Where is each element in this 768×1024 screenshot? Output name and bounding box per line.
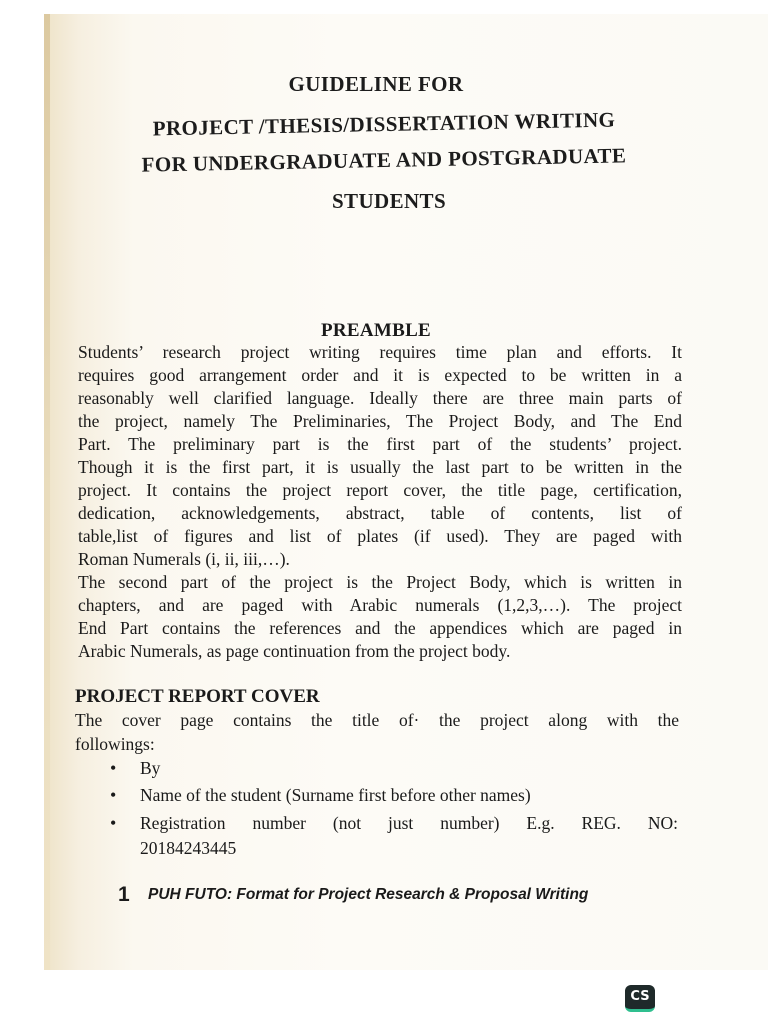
bullet-item: By	[140, 758, 161, 778]
cover-section-heading: PROJECT REPORT COVER	[75, 686, 320, 707]
bullet-item-continuation: 20184243445	[140, 838, 237, 858]
camscanner-logo-icon: CS	[625, 985, 655, 1012]
bullet-icon: •	[110, 758, 117, 778]
preamble-line: table,list of figures and list of plates (if used). They are paged with	[78, 526, 682, 546]
preamble-line: Roman Numerals (i, ii, iii,…).	[78, 549, 290, 569]
cover-intro-line: The cover page contains the title of· the project along with the	[75, 710, 679, 730]
preamble-line: the project, namely The Preliminaries, The Project Body, and The End	[78, 411, 682, 431]
preamble-line: reasonably well clarified language. Ideally there are three main parts of	[78, 388, 682, 408]
preamble-line: chapters, and are paged with Arabic numerals (1,2,3,…). The project	[78, 595, 682, 615]
preamble-line: project. It contains the project report cover, the title page, certification,	[78, 480, 682, 500]
preamble-line: End Part contains the references and the appendices which are paged in	[78, 618, 682, 638]
preamble-line: requires good arrangement order and it is expected to be written in a	[78, 365, 682, 385]
bullet-item: Name of the student (Surname first before other names)	[140, 785, 531, 805]
preamble-line: Arabic Numerals, as page continuation from the project body.	[78, 641, 511, 661]
preamble-heading: PREAMBLE	[320, 320, 432, 341]
title-line-4: STUDENTS	[331, 189, 447, 213]
cover-intro-line: followings:	[75, 734, 155, 754]
bullet-icon: •	[110, 785, 117, 805]
preamble-line: Part. The preliminary part is the first part of the students’ project.	[78, 434, 682, 454]
title-line-1: GUIDELINE FOR	[288, 72, 464, 96]
footer-title: PUH FUTO: Format for Project Research & Proposal Writing	[148, 886, 589, 903]
bullet-item: Registration number (not just number) E.g. REG. NO:	[140, 813, 678, 833]
preamble-line: Though it is the first part, it is usually the last part to be written in the	[78, 457, 682, 477]
title-line-2: PROJECT /THESIS/DISSERTATION WRITING	[152, 107, 616, 141]
title-line-3: FOR UNDERGRADUATE AND POSTGRADUATE	[141, 143, 627, 177]
page-number: 1	[118, 883, 130, 906]
preamble-line: The second part of the project is the Project Body, which is written in	[78, 572, 682, 592]
bullet-icon: •	[110, 813, 117, 833]
preamble-line: dedication, acknowledgements, abstract, table of contents, list of	[78, 503, 682, 523]
preamble-line: Students’ research project writing requires time plan and efforts. It	[78, 342, 682, 362]
